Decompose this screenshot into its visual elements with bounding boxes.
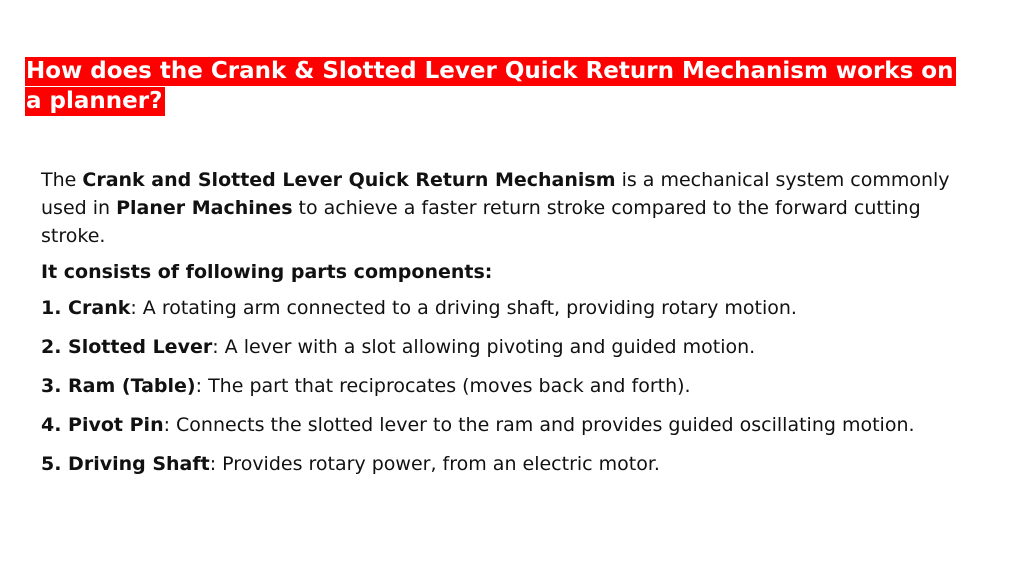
list-item-pivot-pin — [41, 411, 961, 439]
heading-highlight: How does the Crank & Slotted Lever Quick Return Mechanism works on a planner? — [25, 57, 956, 116]
list-item-crank — [41, 294, 961, 322]
paragraph-bold-mechanism: Crank and Slotted Lever Quick Return Mechanism — [82, 169, 616, 191]
list-item-driving-shaft — [41, 450, 961, 478]
page-heading — [25, 56, 975, 116]
list-item-slotted-lever — [41, 333, 961, 361]
list-item-term: 3. Ram (Table) — [41, 375, 196, 397]
paragraph-bold-planer: Planer Machines — [116, 197, 293, 219]
paragraph-text-2: is a mechanical system commonly used in — [41, 169, 950, 219]
list-item-term: 2. Slotted Lever — [41, 336, 213, 358]
list-item-term: 5. Driving Shaft — [41, 453, 210, 475]
list-item-desc: : A lever with a slot allowing pivoting and guided motion. — [212, 336, 756, 358]
components-intro: It consists of following parts components: — [41, 261, 493, 283]
list-item-ram — [41, 372, 961, 400]
intro-paragraph — [41, 166, 961, 250]
article-body — [41, 166, 961, 489]
components-list — [41, 294, 961, 478]
list-item-desc: : Connects the slotted lever to the ram and provides guided oscillating motion. — [163, 414, 915, 436]
list-item-desc: : A rotating arm connected to a driving shaft, providing rotary motion. — [130, 297, 797, 319]
list-item-desc: : Provides rotary power, from an electric motor. — [209, 453, 660, 475]
list-item-term: 1. Crank — [41, 297, 131, 319]
list-item-desc: : The part that reciprocates (moves back and forth). — [195, 375, 691, 397]
list-item-term: 4. Pivot Pin — [41, 414, 164, 436]
paragraph-text-1: The — [41, 169, 83, 191]
paragraph-text-3: to achieve a faster return stroke compared to the forward cutting stroke. — [41, 197, 921, 247]
